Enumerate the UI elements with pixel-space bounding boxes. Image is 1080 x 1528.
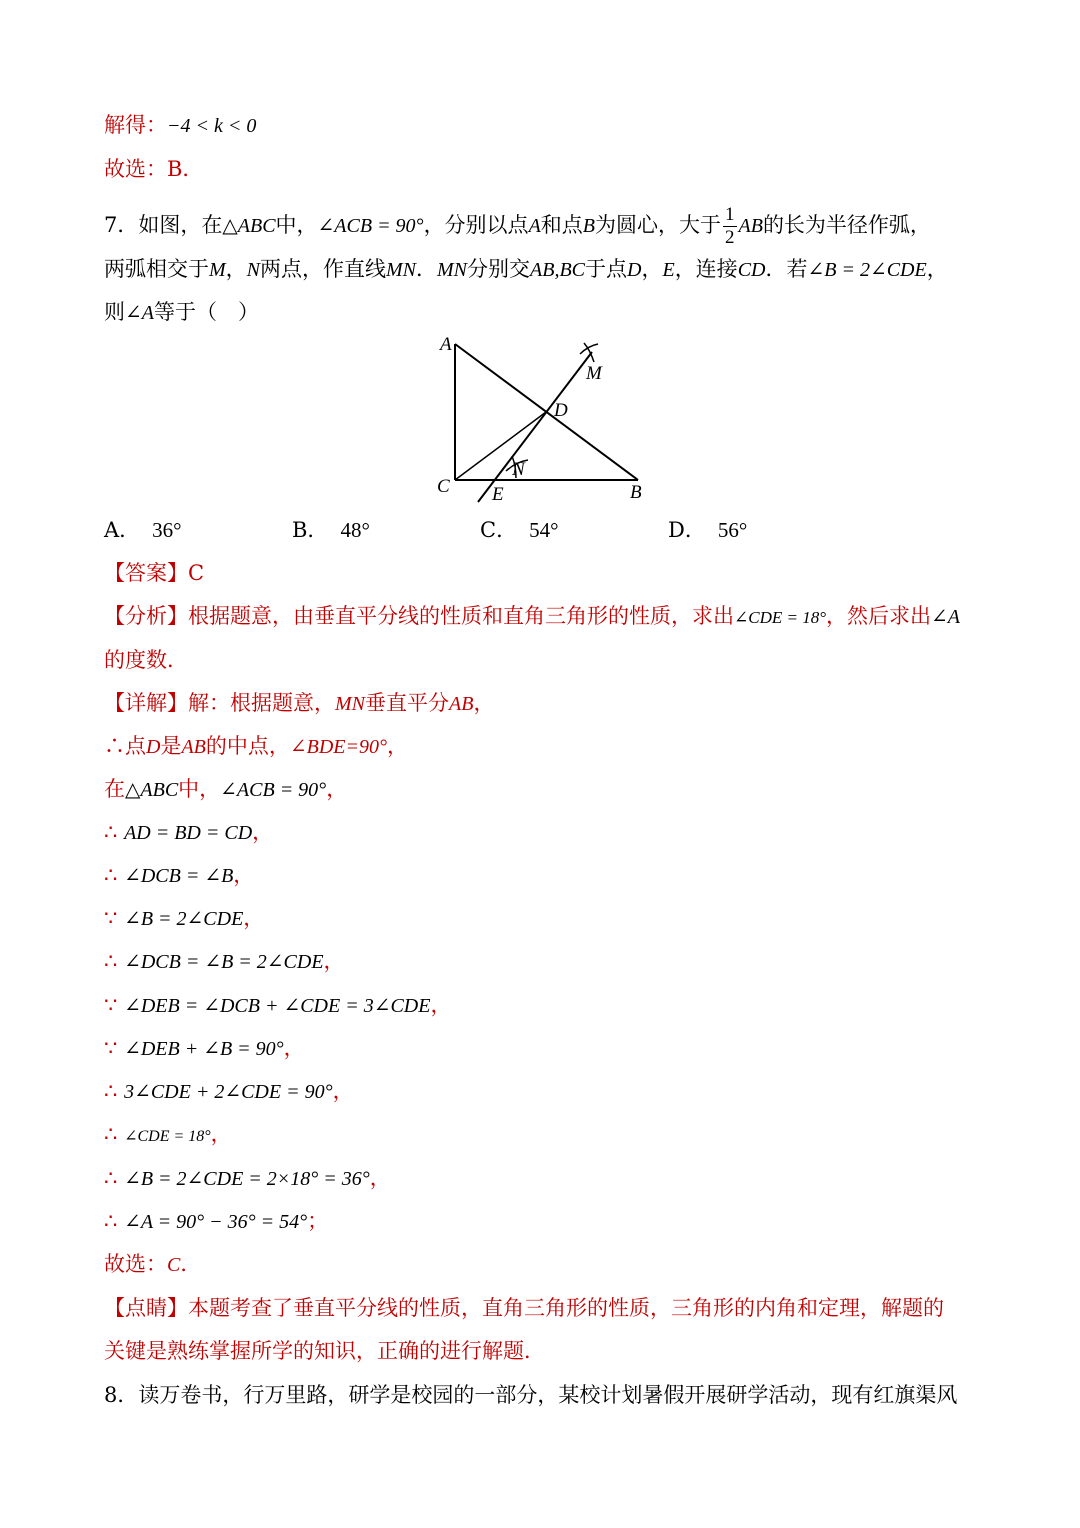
step-line: ∴ ∠B = 2∠CDE = 2×18° = 36°， (104, 1166, 391, 1190)
fraction-one-half: $\frac{1}{2}$ (725, 204, 735, 248)
step-line: ∴ ∠DCB = ∠B = 2∠CDE， (104, 949, 345, 973)
label-n: N (512, 459, 525, 480)
analysis-line-2: 的度数． (104, 648, 188, 672)
label-b: B (630, 482, 642, 503)
detail-line-1: 【详解】解：根据题意，MN垂直平分AB， (104, 691, 495, 715)
step-line: ∵ ∠DEB + ∠B = 90°， (104, 1036, 305, 1060)
solve-label: 解得： (104, 113, 167, 137)
answer-line: 【答案】C (104, 561, 205, 585)
option-a: A． 36° (104, 518, 182, 542)
option-b: B． 48° (292, 518, 370, 542)
question-8-line-1: 8．读万卷书，行万里路，研学是校园的一部分，某校计划暑假开展研学活动，现有红旗渠风 (104, 1383, 958, 1407)
step-line: ∴ AD = BD = CD， (104, 820, 274, 844)
question-7-line-1: 7．如图，在△ABC中，∠ACB = 90°，分别以点A和点B为圆心，大于 $\frac{1}{2}$ AB的长为半径作弧， (104, 204, 931, 248)
segment-cd (455, 412, 546, 480)
step-line: ∴ ∠A = 90° − 36° = 54°； (104, 1209, 329, 1233)
question-7-line-2: 两弧相交于M，N两点，作直线MN．MN分别交AB,BC于点D，E，连接CD．若∠B = 2∠CDE， (104, 257, 948, 281)
label-d: D (554, 400, 568, 421)
step-line: ∴ ∠DCB = ∠B， (104, 863, 255, 887)
solve-expression: −4 < k < 0 (167, 115, 257, 137)
step-line: ∵ ∠B = 2∠CDE， (104, 906, 265, 930)
label-c: C (437, 476, 450, 497)
label-e: E (492, 484, 504, 505)
question-7-line-3: 则∠A等于（ ） (104, 300, 259, 324)
prev-solution-line (104, 111, 984, 140)
label-m: M (586, 363, 602, 384)
triangle-figure (430, 330, 660, 510)
detail-choice-line: 故选：C． (104, 1252, 202, 1276)
step-line: ∵ ∠DEB = ∠DCB + ∠CDE = 3∠CDE， (104, 993, 452, 1017)
step-line: ∴ 3∠CDE + 2∠CDE = 90°， (104, 1079, 354, 1103)
label-a: A (440, 334, 452, 355)
detail-line-2: ∴点D是AB的中点，∠BDE=90°， (104, 734, 409, 758)
prev-choice-line: 故选：B． (104, 157, 204, 181)
option-d: D． 56° (668, 518, 748, 542)
comment-line-1: 【点睛】本题考查了垂直平分线的性质，直角三角形的性质，三角形的内角和定理，解题的 (104, 1296, 944, 1320)
comment-line-2: 关键是熟练掌握所学的知识，正确的进行解题． (104, 1339, 545, 1363)
option-c: C． 54° (480, 518, 559, 542)
analysis-line-1: 【分析】根据题意，由垂直平分线的性质和直角三角形的性质，求出∠CDE = 18°，然后求出∠A (104, 604, 960, 628)
step-line: ∴ ∠CDE = 18°， (104, 1122, 232, 1146)
detail-line-3: 在△ABC中，∠ACB = 90°， (104, 777, 348, 801)
